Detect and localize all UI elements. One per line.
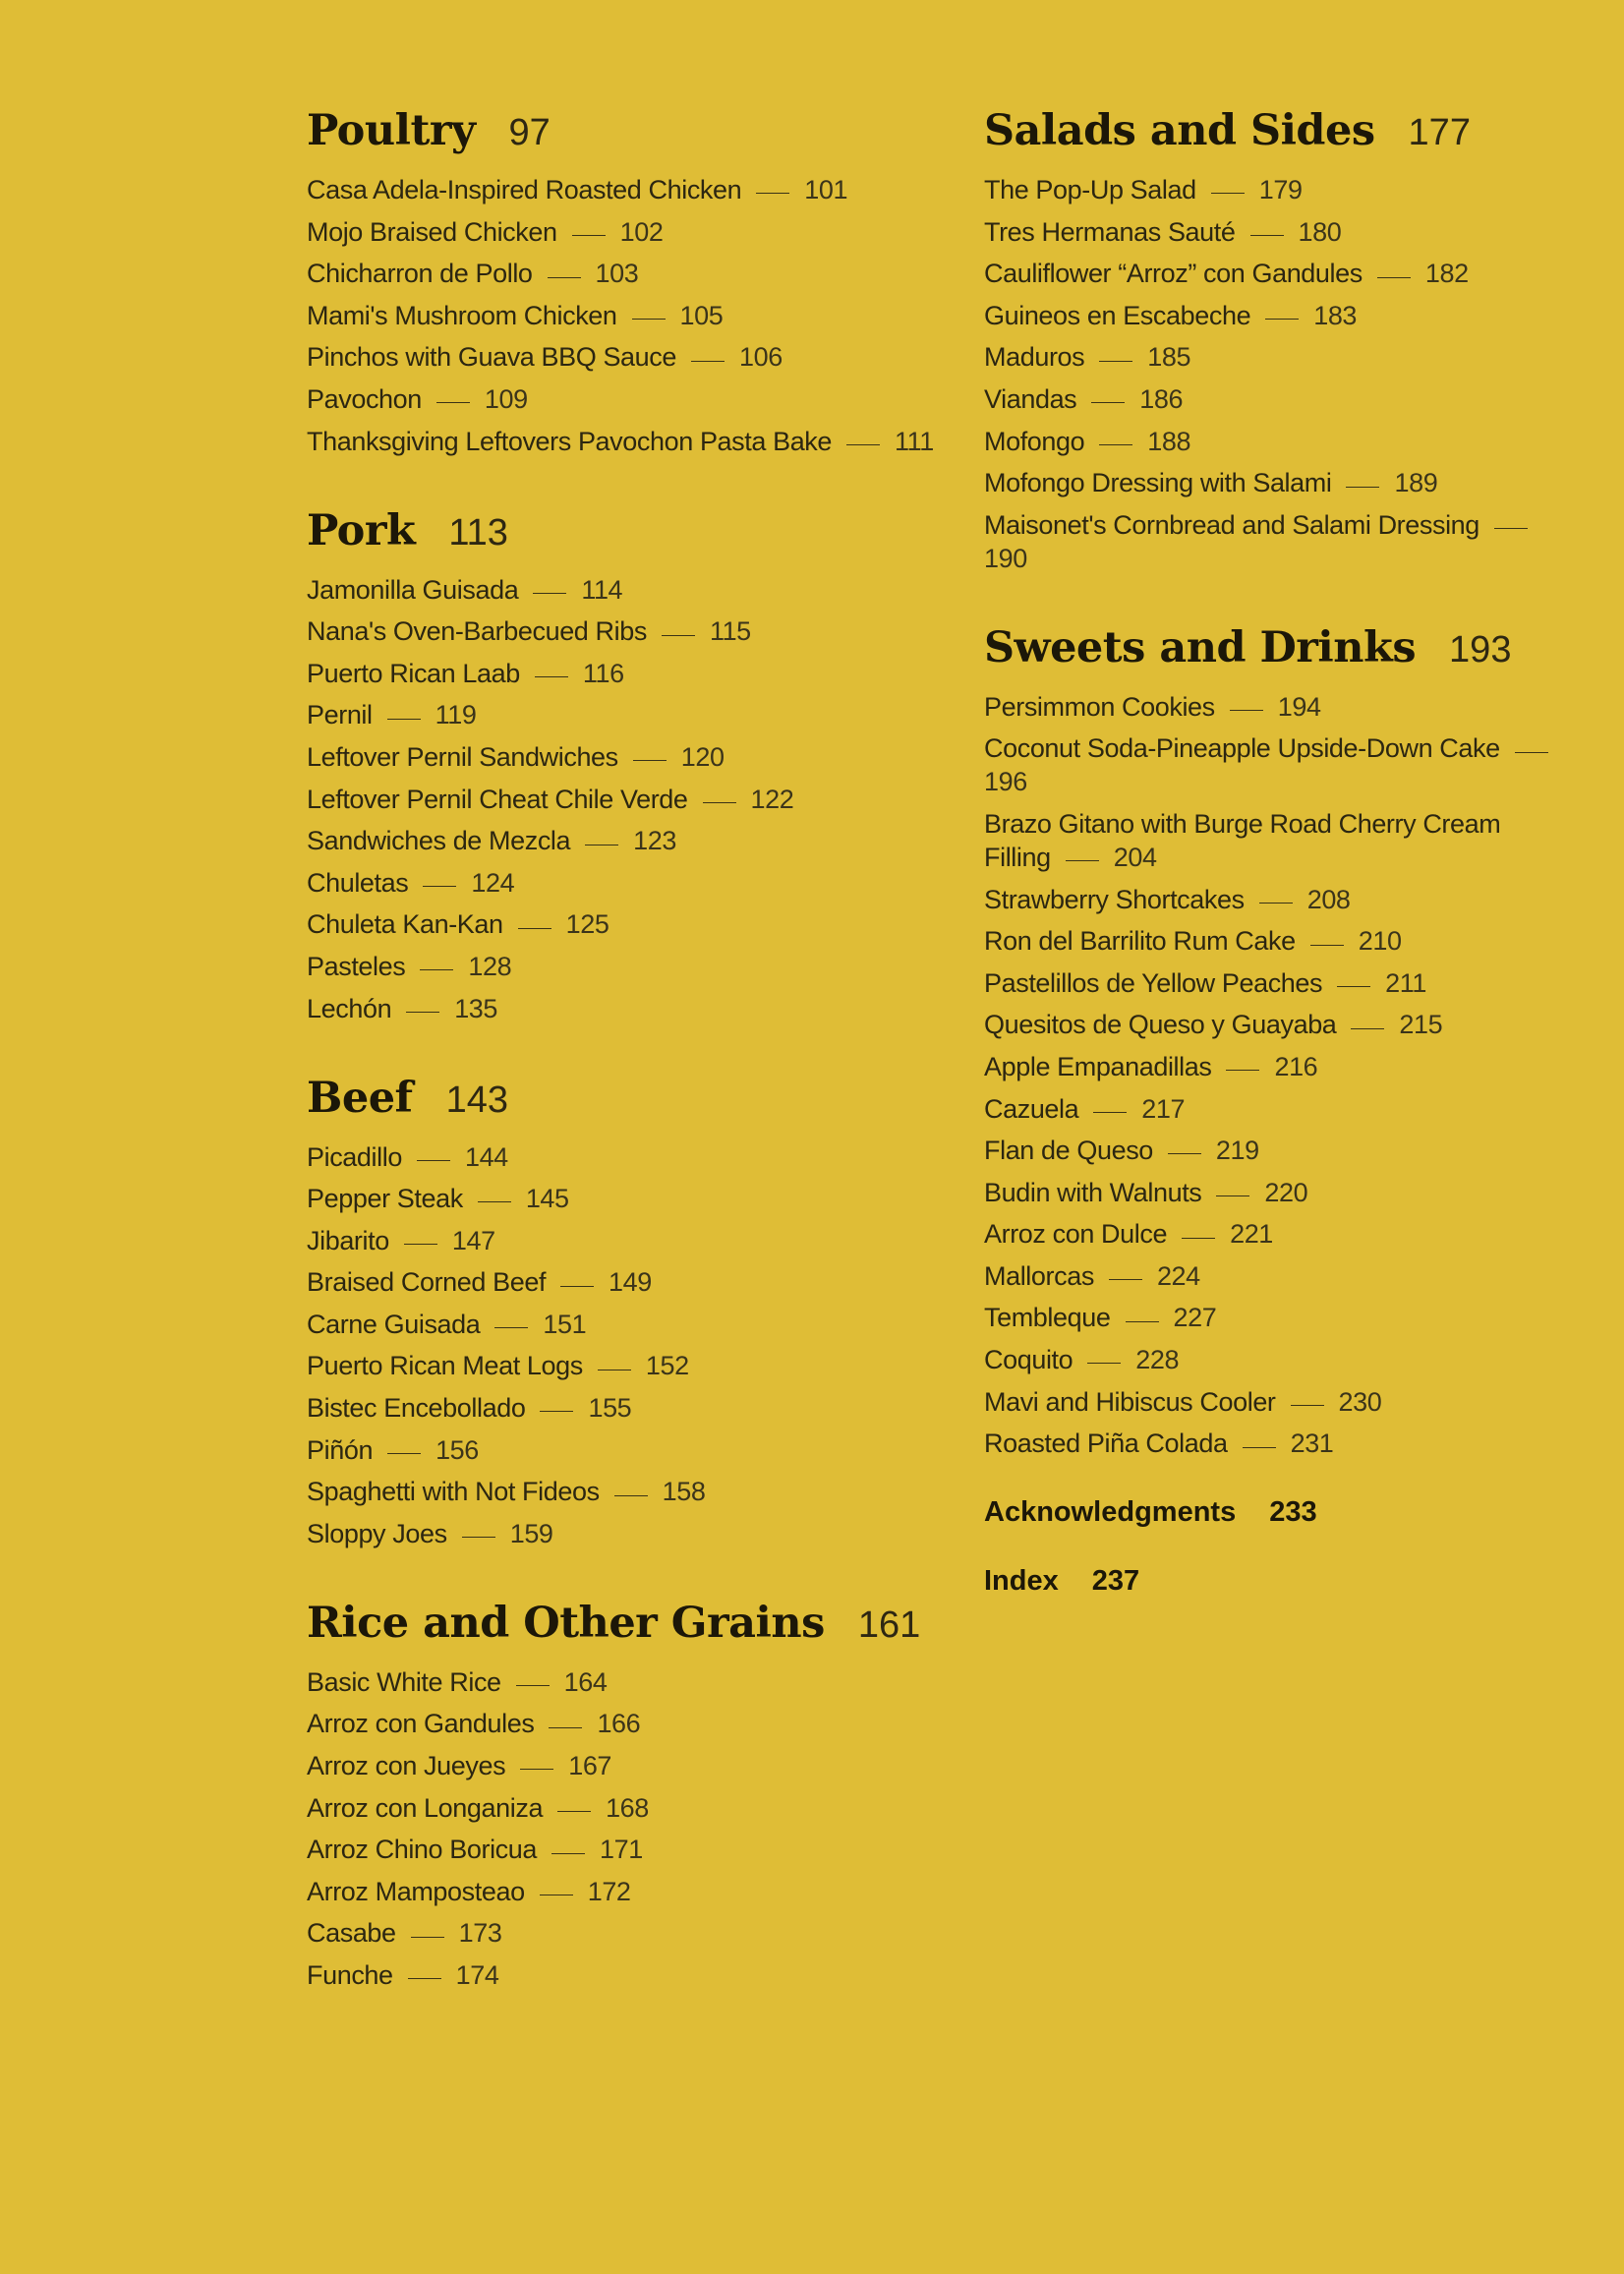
recipe-title: Pepper Steak — [307, 1184, 463, 1214]
recipe-title: Lechón — [307, 993, 392, 1023]
recipe-title: Ron del Barrilito Rum Cake — [984, 926, 1296, 957]
toc-entry — [307, 1707, 936, 1740]
recipe-page-number: 115 — [709, 616, 751, 647]
leader-dash — [478, 1201, 511, 1202]
recipe-page-number: 185 — [1147, 342, 1191, 373]
recipe-title: Mami's Mushroom Chicken — [307, 300, 617, 330]
recipe-page-number: 155 — [588, 1393, 632, 1424]
leader-dash — [1291, 1405, 1324, 1406]
toc-left-column — [307, 106, 936, 2040]
recipe-title: Mallorcas — [984, 1260, 1094, 1291]
toc-entry — [984, 382, 1574, 416]
recipe-page-number: 186 — [1139, 383, 1184, 414]
section-header — [307, 1599, 936, 1656]
recipe-title: Piñón — [307, 1434, 374, 1465]
recipe-title: Arroz con Gandules — [307, 1709, 535, 1739]
toc-entry — [307, 740, 936, 774]
recipe-title: Guineos en Escabeche — [984, 300, 1251, 330]
leader-dash — [1351, 1028, 1384, 1029]
recipe-title: Mofongo Dressing with Salami — [984, 468, 1332, 498]
backmatter-title: Index — [984, 1565, 1059, 1598]
toc-entry — [307, 1265, 936, 1299]
recipe-page-number: 167 — [568, 1751, 612, 1781]
recipe-page-number: 174 — [455, 1960, 499, 1990]
leader-dash — [632, 319, 666, 320]
recipe-page-number: 147 — [451, 1225, 495, 1255]
recipe-page-number: 159 — [509, 1518, 553, 1548]
recipe-page-number: 166 — [597, 1709, 641, 1739]
section-header — [307, 1074, 936, 1131]
leader-dash — [1259, 903, 1293, 904]
leader-dash — [703, 802, 736, 803]
recipe-title: Puerto Rican Meat Logs — [307, 1351, 583, 1381]
recipe-page-number: 164 — [563, 1666, 608, 1697]
leader-dash — [417, 1160, 450, 1161]
toc-entry — [984, 1217, 1574, 1251]
toc-entry — [984, 1050, 1574, 1083]
toc-section-rice-and-other-grains — [307, 1599, 936, 1992]
toc-entry — [307, 907, 936, 941]
toc-entry — [307, 1833, 936, 1866]
toc-entry — [307, 173, 936, 206]
recipe-page-number: 172 — [587, 1876, 631, 1906]
recipe-page-number: 116 — [582, 658, 624, 688]
recipe-title: Basic White Rice — [307, 1666, 501, 1697]
recipe-title: Casabe — [307, 1918, 396, 1949]
leader-dash — [1265, 319, 1299, 320]
toc-entry — [984, 1176, 1574, 1209]
leader-dash — [387, 1453, 421, 1454]
recipe-page-number: 144 — [464, 1141, 508, 1172]
recipe-title: Quesitos de Queso y Guayaba — [984, 1010, 1337, 1040]
toc-entry — [307, 866, 936, 900]
recipe-page-number: 149 — [609, 1267, 652, 1298]
toc-entry — [984, 1134, 1574, 1167]
leader-dash — [1230, 710, 1263, 711]
toc-section-salads-and-sides — [984, 106, 1574, 575]
leader-dash — [411, 1937, 444, 1938]
toc-entry — [307, 382, 936, 416]
recipe-page-number: 224 — [1156, 1260, 1200, 1291]
toc-entry — [307, 1958, 936, 1992]
leader-dash — [387, 719, 421, 720]
recipe-page-number: 158 — [662, 1477, 706, 1507]
toc-entry — [984, 1301, 1574, 1334]
leader-dash — [1109, 1279, 1142, 1280]
leader-dash — [1091, 402, 1125, 403]
recipe-title: Tembleque — [984, 1303, 1111, 1333]
recipe-title: Puerto Rican Laab — [307, 658, 520, 688]
leader-dash — [1243, 1447, 1276, 1448]
toc-entry — [307, 257, 936, 290]
toc-entry — [984, 466, 1574, 499]
recipe-title: Cazuela — [984, 1093, 1079, 1124]
recipe-page-number: 124 — [471, 867, 515, 898]
recipe-page-number: 189 — [1394, 468, 1438, 498]
leader-dash — [1226, 1070, 1259, 1071]
toc-entry — [984, 173, 1574, 206]
recipe-title: Sloppy Joes — [307, 1518, 447, 1548]
toc-entry — [307, 1916, 936, 1950]
toc-entry — [307, 1749, 936, 1782]
leader-dash — [1087, 1363, 1121, 1364]
recipe-title: Mofongo — [984, 426, 1085, 456]
section-header — [307, 506, 936, 563]
toc-entry — [307, 614, 936, 648]
recipe-page-number: 210 — [1358, 926, 1402, 957]
recipe-title: Brazo Gitano with Burge Road Cherry Cream Filling — [984, 808, 1501, 872]
section-page-number: 97 — [508, 112, 551, 153]
leader-dash — [406, 1012, 439, 1013]
recipe-page-number: 190 — [984, 543, 1027, 573]
recipe-page-number: 182 — [1424, 259, 1469, 289]
leader-dash — [1168, 1153, 1201, 1154]
recipe-title: Apple Empanadillas — [984, 1051, 1212, 1081]
toc-entry — [307, 425, 936, 458]
leader-dash — [420, 969, 453, 970]
toc-entry — [307, 1433, 936, 1467]
toc-entry — [307, 950, 936, 983]
recipe-page-number: 123 — [633, 826, 677, 856]
recipe-title: Funche — [307, 1960, 393, 1990]
recipe-title: Persimmon Cookies — [984, 691, 1215, 722]
recipe-page-number: 156 — [435, 1434, 479, 1465]
recipe-title: Arroz con Dulce — [984, 1219, 1168, 1250]
toc-entry — [307, 1665, 936, 1699]
leader-dash — [1216, 1195, 1249, 1196]
toc-entry — [984, 508, 1574, 575]
recipe-title: Sandwiches de Mezcla — [307, 826, 571, 856]
recipe-title: Arroz Mamposteao — [307, 1876, 525, 1906]
toc-entry — [984, 966, 1574, 1000]
recipe-title: Pastelillos de Yellow Peaches — [984, 967, 1323, 998]
recipe-page-number: 215 — [1399, 1010, 1443, 1040]
recipe-page-number: 152 — [645, 1351, 689, 1381]
leader-dash — [1093, 1112, 1127, 1113]
leader-dash — [436, 402, 470, 403]
leader-dash — [462, 1537, 495, 1538]
recipe-title: Pasteles — [307, 951, 406, 981]
recipe-title: Budin with Walnuts — [984, 1177, 1202, 1207]
toc-entry — [307, 340, 936, 374]
recipe-title: Maisonet's Cornbread and Salami Dressing — [984, 509, 1479, 540]
recipe-title: Coquito — [984, 1345, 1073, 1375]
recipe-title: Leftover Pernil Cheat Chile Verde — [307, 784, 688, 814]
leader-dash — [549, 1727, 582, 1728]
recipe-page-number: 227 — [1173, 1303, 1217, 1333]
recipe-title: Arroz con Longaniza — [307, 1792, 544, 1823]
recipe-page-number: 219 — [1215, 1136, 1259, 1166]
section-title: Poultry — [307, 106, 476, 155]
recipe-page-number: 180 — [1298, 216, 1342, 247]
recipe-page-number: 105 — [679, 300, 724, 330]
recipe-title: Strawberry Shortcakes — [984, 884, 1245, 914]
leader-dash — [1515, 752, 1548, 753]
toc-entry — [984, 425, 1574, 458]
recipe-page-number: 151 — [543, 1309, 587, 1339]
recipe-page-number: 109 — [484, 383, 528, 414]
section-title: Salads and Sides — [984, 106, 1375, 155]
toc-entry — [307, 1791, 936, 1825]
recipe-page-number: 194 — [1277, 691, 1321, 722]
leader-dash — [540, 1411, 573, 1412]
leader-dash — [614, 1495, 648, 1496]
leader-dash — [551, 1853, 585, 1854]
recipe-title: Leftover Pernil Sandwiches — [307, 741, 618, 772]
toc-entry — [307, 824, 936, 857]
leader-dash — [520, 1769, 553, 1770]
toc-entry — [984, 690, 1574, 724]
recipe-title: Chicharron de Pollo — [307, 259, 533, 289]
recipe-page-number: 168 — [606, 1792, 649, 1823]
toc-entry — [307, 1875, 936, 1908]
leader-dash — [494, 1327, 528, 1328]
toc-entry — [984, 807, 1574, 874]
recipe-title: Thanksgiving Leftovers Pavochon Pasta Bake — [307, 426, 833, 456]
recipe-page-number: 188 — [1147, 426, 1191, 456]
recipe-title: Jamonilla Guisada — [307, 574, 519, 605]
leader-dash — [846, 444, 880, 445]
toc-entry — [307, 1349, 936, 1382]
toc-entry — [307, 215, 936, 249]
toc-section-poultry — [307, 106, 936, 458]
recipe-page-number: 183 — [1313, 300, 1358, 330]
recipe-title: Carne Guisada — [307, 1309, 481, 1339]
toc-entry — [984, 883, 1574, 916]
recipe-title: Maduros — [984, 342, 1085, 373]
toc-entry — [984, 1343, 1574, 1376]
recipe-title: Viandas — [984, 383, 1077, 414]
recipe-page-number: 128 — [468, 951, 512, 981]
recipe-page-number: 120 — [680, 741, 725, 772]
recipe-page-number: 125 — [565, 909, 609, 940]
leader-dash — [560, 1286, 594, 1287]
section-page-number: 177 — [1408, 112, 1471, 153]
recipe-page-number: 179 — [1258, 175, 1303, 204]
recipe-page-number: 211 — [1385, 967, 1426, 998]
recipe-page-number: 122 — [750, 784, 794, 814]
recipe-page-number: 208 — [1306, 884, 1351, 914]
section-title: Beef — [307, 1073, 413, 1123]
recipe-page-number: 228 — [1135, 1345, 1180, 1375]
toc-entry — [984, 215, 1574, 249]
leader-dash — [1126, 1321, 1159, 1322]
recipe-page-number: 230 — [1338, 1386, 1382, 1417]
section-title: Pork — [307, 505, 416, 555]
leader-dash — [1211, 193, 1245, 194]
recipe-title: Cauliflower “Arroz” con Gandules — [984, 259, 1363, 289]
section-header — [984, 106, 1574, 163]
recipe-title: Jibarito — [307, 1225, 389, 1255]
leader-dash — [1099, 444, 1132, 445]
recipe-title: Arroz con Jueyes — [307, 1751, 506, 1781]
section-title: Rice and Other Grains — [307, 1598, 825, 1648]
toc-entry — [307, 1140, 936, 1174]
recipe-page-number: 221 — [1230, 1219, 1273, 1250]
recipe-page-number: 102 — [619, 216, 664, 247]
leader-dash — [1494, 528, 1528, 529]
recipe-title: Spaghetti with Not Fideos — [307, 1477, 600, 1507]
recipe-page-number: 217 — [1141, 1093, 1186, 1124]
recipe-title: The Pop-Up Salad — [984, 175, 1196, 204]
leader-dash — [1377, 277, 1411, 278]
toc-entry — [307, 1391, 936, 1425]
leader-dash — [662, 635, 695, 636]
recipe-title: Casa Adela-Inspired Roasted Chicken — [307, 175, 742, 204]
toc-entry — [984, 731, 1574, 798]
toc-entry — [984, 1385, 1574, 1419]
backmatter-acknowledgments — [984, 1494, 1574, 1530]
section-title: Sweets and Drinks — [984, 622, 1417, 672]
recipe-title: Mojo Braised Chicken — [307, 216, 557, 247]
recipe-page-number: 101 — [804, 175, 848, 204]
recipe-page-number: 119 — [435, 700, 477, 730]
recipe-title: Bistec Encebollado — [307, 1393, 526, 1424]
recipe-title: Roasted Piña Colada — [984, 1429, 1228, 1459]
recipe-title: Nana's Oven-Barbecued Ribs — [307, 616, 647, 647]
section-page-number: 161 — [857, 1603, 921, 1646]
toc-entry — [984, 340, 1574, 374]
recipe-page-number: 173 — [458, 1918, 502, 1949]
leader-dash — [1346, 487, 1379, 488]
recipe-title: Picadillo — [307, 1141, 402, 1172]
leader-dash — [1310, 945, 1344, 946]
toc-entry — [307, 1475, 936, 1508]
toc-entry — [984, 257, 1574, 290]
recipe-title: Pernil — [307, 700, 373, 730]
recipe-page-number: 171 — [600, 1835, 643, 1865]
recipe-page-number: 114 — [581, 574, 623, 605]
backmatter-page-number: 237 — [1091, 1565, 1140, 1598]
recipe-title: Coconut Soda-Pineapple Upside-Down Cake — [984, 733, 1500, 764]
backmatter-title: Acknowledgments — [984, 1496, 1237, 1529]
leader-dash — [423, 886, 456, 887]
toc-entry — [307, 1182, 936, 1215]
leader-dash — [633, 760, 667, 761]
recipe-page-number: 196 — [984, 767, 1027, 797]
toc-entry — [307, 573, 936, 607]
recipe-title: Braised Corned Beef — [307, 1267, 547, 1298]
toc-section-pork — [307, 506, 936, 1025]
leader-dash — [1099, 361, 1132, 362]
toc-entry — [307, 1308, 936, 1341]
recipe-page-number: 231 — [1290, 1429, 1334, 1459]
toc-entry — [307, 657, 936, 690]
recipe-title: Arroz Chino Boricua — [307, 1835, 538, 1865]
leader-dash — [557, 1811, 591, 1812]
recipe-page-number: 111 — [895, 426, 934, 456]
toc-entry — [984, 1259, 1574, 1293]
leader-dash — [1182, 1238, 1215, 1239]
recipe-page-number: 145 — [525, 1184, 569, 1214]
leader-dash — [691, 361, 725, 362]
backmatter-block — [984, 1494, 1574, 1599]
recipe-title: Pinchos with Guava BBQ Sauce — [307, 342, 677, 373]
recipe-page-number: 103 — [595, 259, 639, 289]
leader-dash — [572, 235, 606, 236]
recipe-page-number: 216 — [1274, 1051, 1318, 1081]
section-page-number: 113 — [448, 511, 508, 554]
toc-entry — [307, 783, 936, 816]
leader-dash — [1337, 986, 1370, 987]
recipe-title: Flan de Queso — [984, 1136, 1153, 1166]
toc-entry — [984, 1092, 1574, 1126]
recipe-title: Tres Hermanas Sauté — [984, 216, 1236, 247]
recipe-page-number: 106 — [739, 342, 783, 373]
toc-entry — [307, 1224, 936, 1257]
toc-entry — [984, 1427, 1574, 1460]
toc-entry — [307, 299, 936, 332]
leader-dash — [518, 928, 551, 929]
leader-dash — [516, 1685, 550, 1686]
leader-dash — [408, 1978, 441, 1979]
leader-dash — [1250, 235, 1284, 236]
recipe-page-number: 135 — [454, 993, 498, 1023]
recipe-page-number: 220 — [1264, 1177, 1308, 1207]
leader-dash — [533, 593, 566, 594]
section-page-number: 193 — [1449, 628, 1512, 671]
leader-dash — [548, 277, 581, 278]
backmatter-index — [984, 1563, 1574, 1599]
toc-entry — [307, 698, 936, 731]
backmatter-page-number: 233 — [1269, 1496, 1317, 1529]
leader-dash — [756, 193, 789, 194]
recipe-title: Pavochon — [307, 383, 422, 414]
leader-dash — [404, 1244, 437, 1245]
toc-entry — [307, 1517, 936, 1550]
recipe-title: Mavi and Hibiscus Cooler — [984, 1386, 1276, 1417]
section-header — [984, 623, 1574, 680]
toc-right-column — [984, 106, 1574, 1632]
toc-entry — [984, 1008, 1574, 1041]
toc-entry — [984, 924, 1574, 958]
leader-dash — [1066, 860, 1099, 861]
recipe-title: Chuleta Kan-Kan — [307, 909, 503, 940]
section-page-number: 143 — [445, 1079, 508, 1121]
recipe-title: Chuletas — [307, 867, 409, 898]
toc-section-beef — [307, 1074, 936, 1550]
toc-section-sweets-and-drinks — [984, 623, 1574, 1461]
toc-entry — [984, 299, 1574, 332]
toc-entry — [307, 992, 936, 1025]
leader-dash — [535, 676, 568, 677]
section-header — [307, 106, 936, 163]
recipe-page-number: 204 — [1113, 842, 1157, 872]
